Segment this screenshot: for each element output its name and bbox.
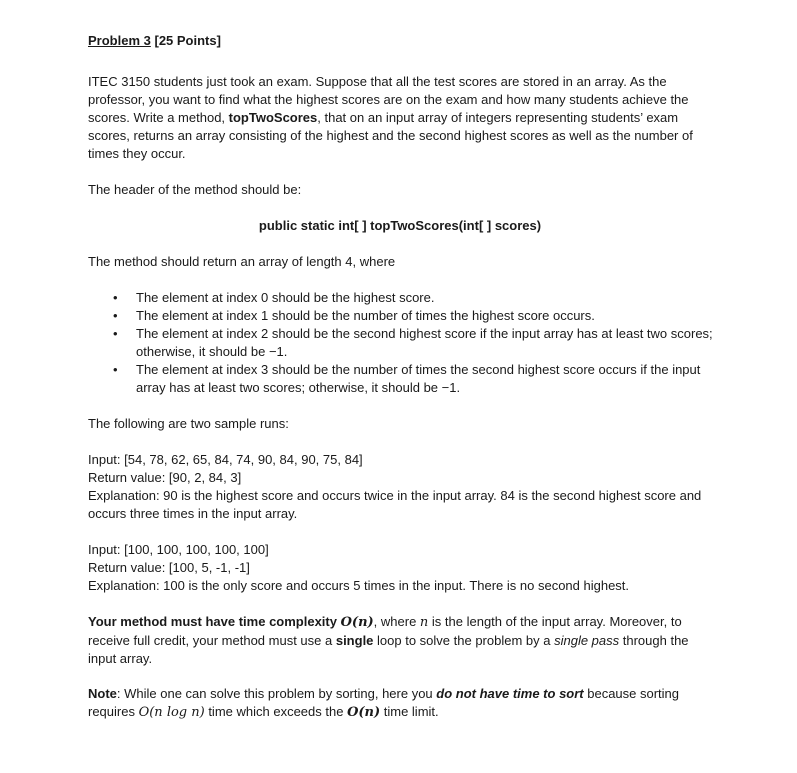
method-name: topTwoScores [228, 110, 318, 125]
list-item [113, 361, 718, 397]
note-paragraph [88, 685, 718, 722]
requirement-text-a: , where [373, 614, 420, 629]
header-intro: The header of the method should be: [88, 182, 302, 197]
list-item-text: The element at index 1 should be the number of times the highest score occurs. [136, 308, 595, 323]
complexity-limit: O(n) [347, 705, 381, 720]
bullet-icon: • [113, 326, 118, 341]
sample-return: Return value: [90, 2, 84, 3] [88, 470, 242, 485]
problem-points: [25 Points] [154, 33, 221, 48]
sample-return: Return value: [100, 5, -1, -1] [88, 560, 250, 575]
intro-text-b: , that on an input array of integers representing students’ exam scores, returns an array consisting of the highest and the second highest scores as well as the number of times they occur. [88, 110, 693, 161]
sample-runs-intro: The following are two sample runs: [88, 416, 289, 431]
requirement-text-d: through the input array. [88, 633, 689, 666]
problem-number: Problem 3 [88, 33, 151, 48]
bullet-icon: • [113, 308, 118, 323]
problem-title [88, 32, 718, 50]
sample-run-2 [88, 541, 718, 595]
complexity-sort: O(n log n) [138, 705, 205, 720]
problem-document [88, 32, 718, 722]
sample-explanation: Explanation: 90 is the highest score and occurs twice in the input array. 84 is the second highest score and occurs three times in the input array. [88, 488, 702, 521]
intro-paragraph [88, 73, 718, 163]
note-text-a: : While one can solve this problem by sorting, here you [116, 686, 437, 701]
bullet-icon: • [113, 362, 118, 377]
return-intro: The method should return an array of length 4, where [88, 254, 396, 269]
note-label: Note [88, 686, 117, 701]
list-item-text: The element at index 3 should be the number of times the second highest score occurs if the input array has at least two scores; otherwise, it should be −1. [136, 362, 701, 395]
bullet-icon: • [113, 290, 118, 305]
intro-text-a: ITEC 3150 students just took an exam. Suppose that all the test scores are stored in an array. As the professor, you want to find what the highest scores are on the exam and how many students achieve the scores. Write a method, [88, 74, 689, 125]
single-pass: single pass [554, 633, 620, 648]
requirement-text-c: loop to solve the problem by a [373, 633, 555, 648]
complexity-o-n: O(n) [340, 615, 374, 630]
complexity-requirement [88, 613, 718, 668]
note-text-d: time limit. [380, 704, 439, 719]
return-spec-list [88, 289, 718, 397]
list-item-text: The element at index 0 should be the highest score. [136, 290, 435, 305]
list-item-text: The element at index 2 should be the second highest score if the input array has at least two scores; otherwise, it should be −1. [136, 326, 713, 359]
note-emphasis: do not have time to sort [436, 686, 584, 701]
note-text-b: because sorting requires [88, 686, 680, 719]
sample-run-1 [88, 451, 718, 523]
requirement-lead: Your method must have time complexity [88, 614, 341, 629]
method-signature: public static int[ ] topTwoScores(int[ ] scores) [258, 218, 542, 233]
list-item [113, 307, 718, 325]
var-n: n [419, 615, 429, 630]
list-item [113, 325, 718, 361]
sample-input: Input: [100, 100, 100, 100, 100] [88, 542, 269, 557]
requirement-text-b: is the length of the input array. Moreover, to receive full credit, your method must use a [88, 614, 682, 648]
sample-explanation: Explanation: 100 is the only score and occurs 5 times in the input. There is no second highest. [88, 578, 630, 593]
sample-input: Input: [54, 78, 62, 65, 84, 74, 90, 84, 90, 75, 84] [88, 452, 363, 467]
list-item [113, 289, 718, 307]
note-text-c: time which exceeds the [204, 704, 348, 719]
single-word: single [335, 633, 374, 648]
